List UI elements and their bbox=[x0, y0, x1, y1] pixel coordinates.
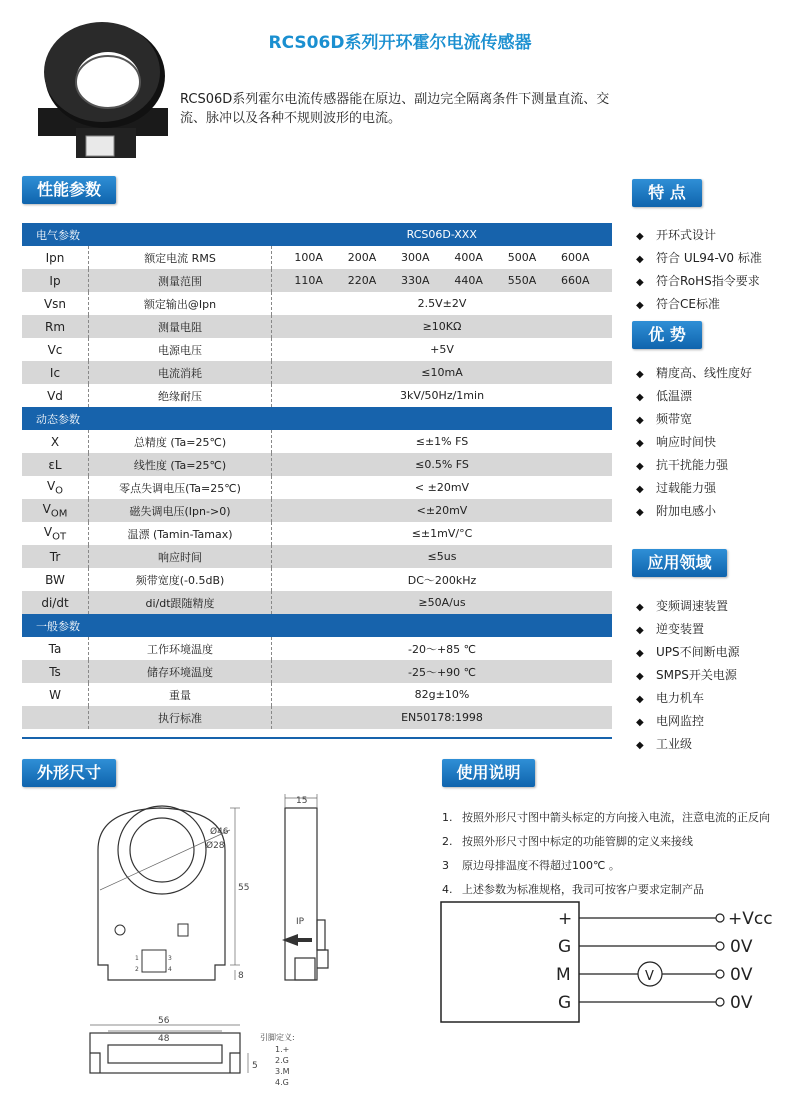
item-text: 开环式设计 bbox=[656, 228, 717, 242]
value-cell: 100A bbox=[294, 251, 323, 264]
table-row bbox=[22, 660, 612, 683]
table-row bbox=[22, 453, 612, 476]
dim-55-label: 55 bbox=[238, 883, 250, 893]
list-item bbox=[442, 830, 770, 854]
symbol-subscript: OM bbox=[50, 508, 68, 520]
param-value: ≤±1mV/°C bbox=[411, 527, 473, 540]
param-name: 电流消耗 bbox=[89, 361, 272, 384]
diamond-bullet-icon: ◆ bbox=[636, 602, 644, 613]
list-item bbox=[442, 854, 770, 878]
diamond-bullet-icon: ◆ bbox=[636, 438, 644, 449]
applications-list bbox=[636, 595, 740, 756]
symbol-base: V bbox=[46, 478, 56, 493]
param-value: < ±20mV bbox=[414, 481, 470, 494]
list-item bbox=[636, 431, 752, 454]
advantages-list bbox=[636, 362, 752, 523]
usage-notes bbox=[442, 806, 770, 902]
param-value: -25～+90 ℃ bbox=[272, 660, 613, 683]
param-value: 3kV/50Hz/1min bbox=[399, 389, 485, 402]
note-text: 按照外形尺寸图中箭头标定的方向接入电流，注意电流的正反向 bbox=[462, 811, 770, 824]
list-item bbox=[636, 293, 762, 316]
list-item bbox=[442, 806, 770, 830]
list-item bbox=[636, 710, 740, 733]
param-symbol: Ip bbox=[22, 269, 89, 292]
list-item bbox=[636, 454, 752, 477]
param-name: 频带宽度(-0.5dB) bbox=[89, 568, 272, 591]
param-value: -20～+85 ℃ bbox=[407, 642, 477, 656]
wiring-diagram bbox=[440, 900, 785, 1025]
intro-text: RCS06D系列霍尔电流传感器能在原边、副边完全隔离条件下测量直流、交流、脉冲以及各种不规则波形的电流。 bbox=[180, 92, 610, 126]
list-item bbox=[636, 247, 762, 270]
diamond-bullet-icon: ◆ bbox=[636, 717, 644, 728]
table-row bbox=[22, 246, 612, 269]
supply-label: +Vcc bbox=[728, 909, 773, 929]
banner-performance: 性能参数 bbox=[22, 176, 116, 204]
diamond-bullet-icon: ◆ bbox=[636, 484, 644, 495]
section-header-dynamic bbox=[22, 407, 612, 430]
item-text: 变频调速装置 bbox=[656, 599, 729, 613]
value-cell: 500A bbox=[507, 251, 537, 264]
param-name: 测量电阻 bbox=[89, 315, 272, 338]
list-item bbox=[636, 664, 740, 687]
param-value: ≥10KΩ bbox=[272, 315, 613, 338]
section-label: 动态参数 bbox=[22, 407, 612, 430]
param-symbol: BW bbox=[22, 568, 89, 591]
spec-table bbox=[22, 223, 612, 729]
terminal-label: G bbox=[558, 993, 572, 1013]
table-row bbox=[22, 384, 612, 407]
item-text: 符合CE标准 bbox=[656, 297, 720, 311]
param-value: 2.5V±2V bbox=[417, 297, 467, 310]
param-name: 储存环境温度 bbox=[89, 660, 272, 683]
value-cell: 550A bbox=[507, 274, 537, 287]
table-row bbox=[22, 292, 612, 315]
item-text: SMPS开关电源 bbox=[656, 668, 737, 682]
banner-dimensions: 外形尺寸 bbox=[22, 759, 116, 787]
table-row bbox=[22, 315, 612, 338]
dim-8-label: 8 bbox=[238, 971, 244, 981]
value-cell: 400A bbox=[454, 251, 483, 264]
param-name: 测量范围 bbox=[89, 269, 272, 292]
value-cell: 600A bbox=[561, 251, 590, 264]
supply-label: 0V bbox=[730, 937, 753, 957]
value-cell: 440A bbox=[454, 274, 483, 287]
symbol-subscript: O bbox=[55, 485, 64, 497]
param-value: 82g±10% bbox=[414, 688, 470, 701]
param-value: EN50178:1998 bbox=[272, 706, 613, 729]
list-item bbox=[636, 408, 752, 431]
list-item bbox=[636, 362, 752, 385]
table-row bbox=[22, 637, 612, 660]
voltmeter-label: V bbox=[645, 969, 654, 984]
pin-number: 1 bbox=[135, 955, 139, 962]
table-row bbox=[22, 568, 612, 591]
pin-number: 3 bbox=[168, 955, 172, 962]
note-text: 上述参数为标准规格，我司可按客户要求定制产品 bbox=[462, 883, 704, 896]
list-item bbox=[636, 224, 762, 247]
param-symbol: Rm bbox=[22, 315, 89, 338]
param-name: 绝缘耐压 bbox=[89, 384, 272, 407]
list-item bbox=[636, 641, 740, 664]
note-text: 按照外形尺寸图中标定的功能管脚的定义来接线 bbox=[462, 835, 693, 848]
param-value: ≤±1% FS bbox=[415, 435, 469, 448]
table-row bbox=[22, 522, 612, 545]
item-text: 电力机车 bbox=[656, 691, 705, 705]
diamond-bullet-icon: ◆ bbox=[636, 507, 644, 518]
item-text: UPS不间断电源 bbox=[656, 645, 740, 659]
pin-def: 2.G bbox=[275, 1056, 289, 1065]
param-symbol: X bbox=[22, 430, 89, 453]
diamond-bullet-icon: ◆ bbox=[636, 231, 644, 242]
dim-5-label: 5 bbox=[252, 1061, 258, 1071]
diamond-bullet-icon: ◆ bbox=[636, 625, 644, 636]
param-symbol: Vsn bbox=[22, 292, 89, 315]
terminal-label: M bbox=[556, 965, 571, 985]
item-text: 精度高、线性度好 bbox=[656, 366, 753, 380]
item-text: 抗干扰能力强 bbox=[656, 458, 729, 472]
note-number: 2. bbox=[442, 835, 453, 848]
note-number: 1. bbox=[442, 811, 453, 824]
product-photo bbox=[30, 18, 180, 168]
item-text: 工业级 bbox=[656, 737, 693, 751]
list-item bbox=[636, 270, 762, 293]
param-value: ≥50A/us bbox=[272, 591, 613, 614]
note-number: 3 bbox=[442, 859, 449, 872]
item-text: 低温漂 bbox=[656, 389, 693, 403]
param-value: <±20mV bbox=[272, 499, 613, 522]
note-number: 4. bbox=[442, 883, 453, 896]
list-item bbox=[636, 385, 752, 408]
dim-48-label: 48 bbox=[158, 1034, 170, 1044]
table-row bbox=[22, 499, 612, 522]
diamond-bullet-icon: ◆ bbox=[636, 277, 644, 288]
diamond-bullet-icon: ◆ bbox=[636, 671, 644, 682]
dim-56-label: 56 bbox=[158, 1016, 170, 1026]
param-symbol: di/dt bbox=[22, 591, 89, 614]
param-symbol: Ic bbox=[22, 361, 89, 384]
item-text: 过载能力强 bbox=[656, 481, 717, 495]
section-label: 电气参数 bbox=[22, 223, 272, 246]
table-row bbox=[22, 476, 612, 499]
param-symbol: Ts bbox=[22, 660, 89, 683]
param-name: 执行标准 bbox=[89, 706, 272, 729]
value-cell: 660A bbox=[561, 274, 590, 287]
diamond-bullet-icon: ◆ bbox=[636, 415, 644, 426]
table-bottom-rule bbox=[22, 737, 612, 739]
features-list bbox=[636, 224, 762, 316]
dim-46-label: Ø46 bbox=[210, 827, 229, 837]
diamond-bullet-icon: ◆ bbox=[636, 740, 644, 751]
list-item bbox=[636, 687, 740, 710]
table-row bbox=[22, 683, 612, 706]
item-text: 符合RoHS指令要求 bbox=[656, 274, 760, 288]
diamond-bullet-icon: ◆ bbox=[636, 694, 644, 705]
diamond-bullet-icon: ◆ bbox=[636, 461, 644, 472]
param-value: ≤0.5% FS bbox=[272, 453, 613, 476]
value-cell: 220A bbox=[347, 274, 377, 287]
symbol-base: V bbox=[43, 524, 53, 539]
param-name: 线性度 (Ta=25℃) bbox=[89, 453, 272, 476]
supply-label: 0V bbox=[730, 993, 753, 1013]
item-text: 符合 UL94-V0 标准 bbox=[656, 251, 762, 265]
pin-def-title: 引脚定义: bbox=[260, 1033, 295, 1042]
item-text: 响应时间快 bbox=[656, 435, 717, 449]
list-item bbox=[636, 595, 740, 618]
param-value: +5V bbox=[430, 343, 454, 356]
param-name: 磁失调电压(Ipn->0) bbox=[89, 499, 272, 522]
item-text: 频带宽 bbox=[656, 412, 693, 426]
list-item bbox=[636, 477, 752, 500]
param-symbol bbox=[22, 522, 89, 545]
symbol-subscript: OT bbox=[52, 531, 67, 543]
banner-usage: 使用说明 bbox=[442, 759, 535, 787]
section-label: 一般参数 bbox=[22, 614, 612, 637]
table-row bbox=[22, 545, 612, 568]
diamond-bullet-icon: ◆ bbox=[636, 648, 644, 659]
section-header-electrical bbox=[22, 223, 612, 246]
dim-15-label: 15 bbox=[296, 796, 308, 806]
param-name: 额定输出@Ipn bbox=[89, 292, 272, 315]
table-row bbox=[22, 361, 612, 384]
section-header-general bbox=[22, 614, 612, 637]
diamond-bullet-icon: ◆ bbox=[636, 254, 644, 265]
dimension-drawing bbox=[60, 790, 430, 1110]
value-cell: 200A bbox=[347, 251, 377, 264]
table-row bbox=[22, 430, 612, 453]
param-name: 零点失调电压(Ta=25℃) bbox=[89, 476, 272, 499]
diamond-bullet-icon: ◆ bbox=[636, 369, 644, 380]
banner-features: 特 点 bbox=[632, 179, 702, 207]
param-symbol bbox=[22, 476, 89, 499]
table-row bbox=[22, 706, 612, 729]
terminal-label: G bbox=[558, 937, 572, 957]
note-text: 原边母排温度不得超过100℃ 。 bbox=[462, 859, 620, 872]
pin-def: 3.M bbox=[275, 1067, 290, 1076]
pin-number: 2 bbox=[135, 966, 139, 973]
diamond-bullet-icon: ◆ bbox=[636, 300, 644, 311]
value-cell: 110A bbox=[294, 274, 323, 287]
table-row bbox=[22, 338, 612, 361]
list-item bbox=[636, 500, 752, 523]
param-name: 重量 bbox=[89, 683, 272, 706]
list-item bbox=[442, 878, 770, 902]
param-symbol: εL bbox=[22, 453, 89, 476]
param-symbol: Ipn bbox=[22, 246, 89, 269]
page-title: RCS06D系列开环霍尔电流传感器 bbox=[268, 33, 532, 53]
param-symbol: Ta bbox=[22, 637, 89, 660]
diamond-bullet-icon: ◆ bbox=[636, 392, 644, 403]
symbol-base: V bbox=[42, 501, 51, 516]
param-name: di/dt跟随精度 bbox=[89, 591, 272, 614]
pin-def: 1.+ bbox=[275, 1045, 290, 1054]
param-symbol bbox=[22, 499, 89, 522]
param-name: 温漂 (Tamin-Tamax) bbox=[89, 522, 272, 545]
model-label: RCS06D-XXX bbox=[272, 223, 613, 246]
item-text: 附加电感小 bbox=[656, 504, 717, 518]
param-name: 工作环境温度 bbox=[89, 637, 272, 660]
param-value: ≤10mA bbox=[272, 361, 613, 384]
param-symbol bbox=[22, 706, 89, 729]
banner-applications: 应用领域 bbox=[632, 549, 727, 577]
banner-advantages: 优 势 bbox=[632, 321, 702, 349]
value-cell: 330A bbox=[401, 274, 430, 287]
param-symbol: Vc bbox=[22, 338, 89, 361]
param-name: 额定电流 RMS bbox=[89, 246, 272, 269]
ip-label: IP bbox=[296, 917, 305, 927]
param-values bbox=[272, 269, 613, 292]
param-value: ≤5us bbox=[272, 545, 613, 568]
param-name: 响应时间 bbox=[89, 545, 272, 568]
param-name: 总精度 (Ta=25℃) bbox=[89, 430, 272, 453]
item-text: 电网监控 bbox=[656, 714, 705, 728]
param-symbol: W bbox=[22, 683, 89, 706]
dim-28-label: Ø28 bbox=[206, 841, 225, 851]
param-symbol: Tr bbox=[22, 545, 89, 568]
param-values bbox=[272, 246, 613, 269]
table-row bbox=[22, 591, 612, 614]
param-value: DC～200kHz bbox=[407, 573, 477, 587]
value-cell: 300A bbox=[401, 251, 430, 264]
list-item bbox=[636, 733, 740, 756]
param-symbol: Vd bbox=[22, 384, 89, 407]
supply-label: 0V bbox=[730, 965, 753, 985]
pin-def: 4.G bbox=[275, 1078, 289, 1087]
terminal-label: + bbox=[558, 909, 573, 929]
param-name: 电源电压 bbox=[89, 338, 272, 361]
list-item bbox=[636, 618, 740, 641]
table-row bbox=[22, 269, 612, 292]
pin-number: 4 bbox=[168, 966, 172, 973]
item-text: 逆变装置 bbox=[656, 622, 705, 636]
